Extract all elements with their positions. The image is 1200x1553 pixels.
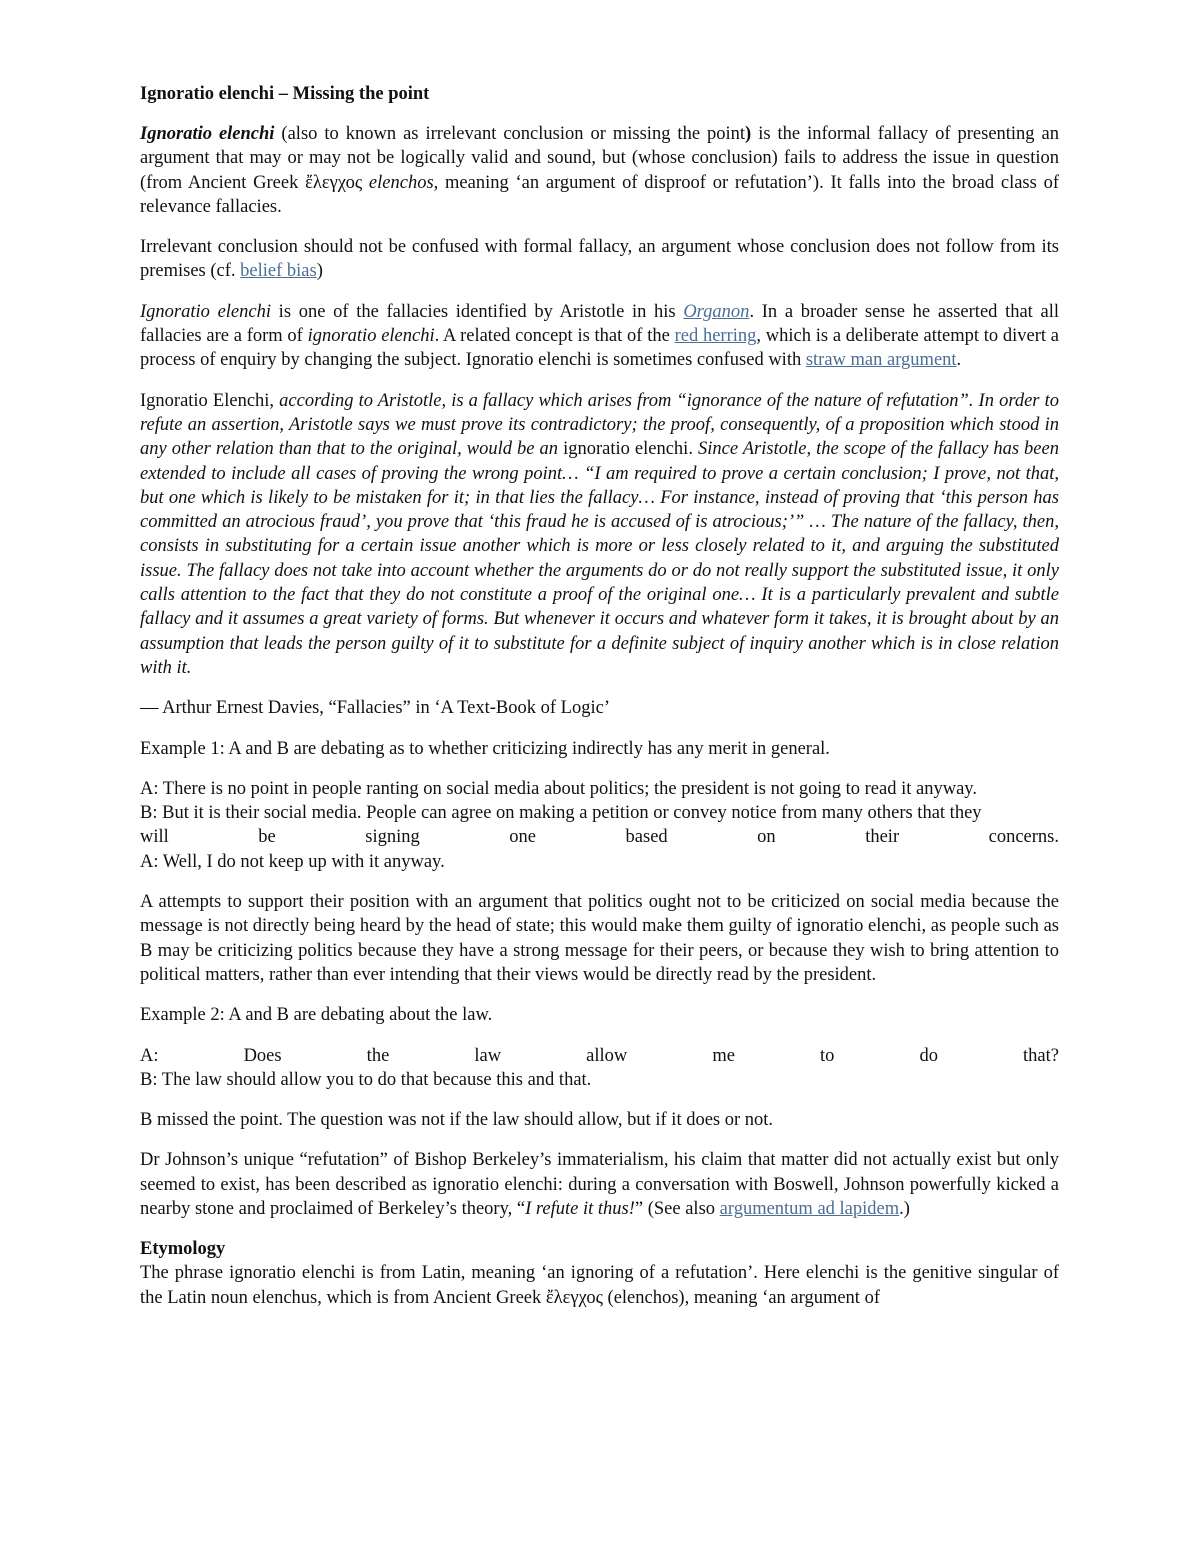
p3-term: Ignoratio elenchi xyxy=(140,301,271,322)
johnson-paragraph xyxy=(140,1148,1059,1221)
intro-text-b: is the informal fallacy of presenting an argument that may or may not be logically valid and sound, but (whose conclusion) fails to address the issue in question (from Ancient Greek ἔλεγχος xyxy=(140,124,1059,193)
red-herring-link[interactable]: red herring xyxy=(674,326,757,347)
quote-italic-b: Since Aristotle, the scope of the fallacy has been extended to include all cases of proving the wrong point… “I am required to prove a certain conclusion; I prove, not that, but one which is likely to be mistaken for it; in that lies the fallacy… For instance, instead of proving that ‘this person has committed an atrocious fraud’, you prove that ‘this fraud he is accused of is atrocious;’” … The nature of the fallacy, then, consists in substituting for a certain issue another which is more or less closely related to it, and arguing the substituted issue. The fallacy does not take into account whether the arguments do or do not really support the substituted issue, it only calls attention to the fact that they do not constitute a proof of the original one… It is a particularly prevalent and subtle fallacy and it assumes a great variety of forms. But whenever it occurs and whatever form it takes, it is brought about by an assumption that leads the person guilty of it to substitute for a definite subject of inquiry another which is in close relation with it. xyxy=(140,439,1059,678)
example1-analysis: A attempts to support their position with an argument that politics ought not to be criticized on social media because the message is not directly being heard by the head of state; this would make them guilty of ignoratio elenchi, as people such as B may be criticizing politics because they have a strong message for their peers, or because they wish to bring attention to political matters, rather than ever intending that their views would be directly read by the president. xyxy=(140,892,1059,985)
example1-intro: Example 1: A and B are debating as to whether criticizing indirectly has any merit in general. xyxy=(140,738,830,759)
quote-lead: Ignoratio Elenchi, xyxy=(140,390,280,411)
example1-line-2: B: But it is their social media. People can agree on making a petition or convey notice from many others that they xyxy=(140,803,982,824)
organon-link[interactable] xyxy=(683,302,749,322)
davies-quote-paragraph xyxy=(140,389,1059,681)
p3-text-c: . A related concept is that of the xyxy=(434,326,675,347)
intro-text-c: , meaning ‘an argument of disproof or refutation’). It falls into the broad class of relevance fallacies. xyxy=(140,172,1059,217)
p3-text-b: . In a broader sense he asserted that all fallacies are a form of xyxy=(140,301,1060,347)
irrelevant-conclusion-paragraph xyxy=(140,235,1059,284)
example1-line-1: A: There is no point in people ranting on social media about politics; the president is not going to read it anyway. xyxy=(140,778,977,799)
quote-italic-a: according to Aristotle, is a fallacy which arises from “ignorance of the nature of refutation”. In order to refute an assertion, Aristotle says we must prove its contradictory; the proof, consequently, of a proposition which stood in any other relation than that to the original, would be an xyxy=(140,390,1059,460)
argumentum-ad-lapidem-link[interactable]: argumentum ad lapidem xyxy=(719,1198,900,1219)
johnson-text-a: Dr Johnson’s unique “refutation” of Bishop Berkeley’s immaterialism, his claim that matter did not actually exist but only seemed to exist, has been described as ignoratio elenchi: during a conversation with Boswell, Johnson powerfully kicked a nearby stone and proclaimed of Berkeley’s theory, “ xyxy=(140,1150,1059,1219)
example1-line-3: will be signing one based on their concerns. xyxy=(140,827,1059,848)
straw-man-link[interactable]: straw man argument xyxy=(805,350,957,371)
example2-line-1: A: Does the law allow me to do that? xyxy=(140,1045,1059,1066)
example1-dialogue xyxy=(140,777,1059,874)
johnson-text-b: ” (See also xyxy=(634,1198,720,1219)
intro-text-a: (also to known as irrelevant conclusion or missing the point xyxy=(274,124,746,144)
p2-text-b: ) xyxy=(316,261,323,282)
intro-paren: ) xyxy=(745,124,752,144)
p3-text-a: is one of the fallacies identified by Aristotle in his xyxy=(271,301,684,322)
quote-attribution: — Arthur Ernest Davies, “Fallacies” in ‘A Text-Book of Logic’ xyxy=(140,698,610,719)
quote-roman: ignoratio elenchi. xyxy=(563,439,693,460)
missed-point-paragraph: B missed the point. The question was not if the law should allow, but if it does or not. xyxy=(140,1110,774,1131)
johnson-italic: I refute it thus! xyxy=(525,1198,635,1219)
example2-intro: Example 2: A and B are debating about the law. xyxy=(140,1005,493,1026)
example2-line-2: B: The law should allow you to do that because this and that. xyxy=(140,1069,592,1090)
p3-term2: ignoratio elenchi xyxy=(307,326,435,347)
p3-text-d: , which is a deliberate attempt to divert a process of enquiry by changing the subject. Ignoratio elenchi is sometimes confused with xyxy=(140,326,1059,371)
intro-paragraph xyxy=(140,122,1059,219)
term-ignoratio-elenchi: Ignoratio elenchi xyxy=(140,124,275,144)
etymology-paragraph: The phrase ignoratio elenchi is from Latin, meaning ‘an ignoring of a refutation’. Here elenchi is the genitive singular of the Latin noun elenchus, which is from Ancient Greek ἔλεγχος (elenchos), meaning ‘an argument of xyxy=(140,1263,1059,1308)
document-title: Ignoratio elenchi – Missing the point xyxy=(140,84,430,104)
organon-link-text: Organon xyxy=(683,301,750,322)
belief-bias-link[interactable]: belief bias xyxy=(240,261,317,282)
example1-line-4: A: Well, I do not keep up with it anyway. xyxy=(140,851,445,872)
example2-dialogue xyxy=(140,1044,1059,1093)
p3-text-e: . xyxy=(956,350,962,371)
intro-greek-italic: elenchos xyxy=(368,172,434,193)
p2-text-a: Irrelevant conclusion should not be confused with formal fallacy, an argument whose conclusion does not follow from its premises (cf. xyxy=(140,237,1059,282)
etymology-heading: Etymology xyxy=(140,1239,226,1260)
johnson-text-c: .) xyxy=(899,1198,910,1219)
aristotle-paragraph xyxy=(140,300,1059,373)
